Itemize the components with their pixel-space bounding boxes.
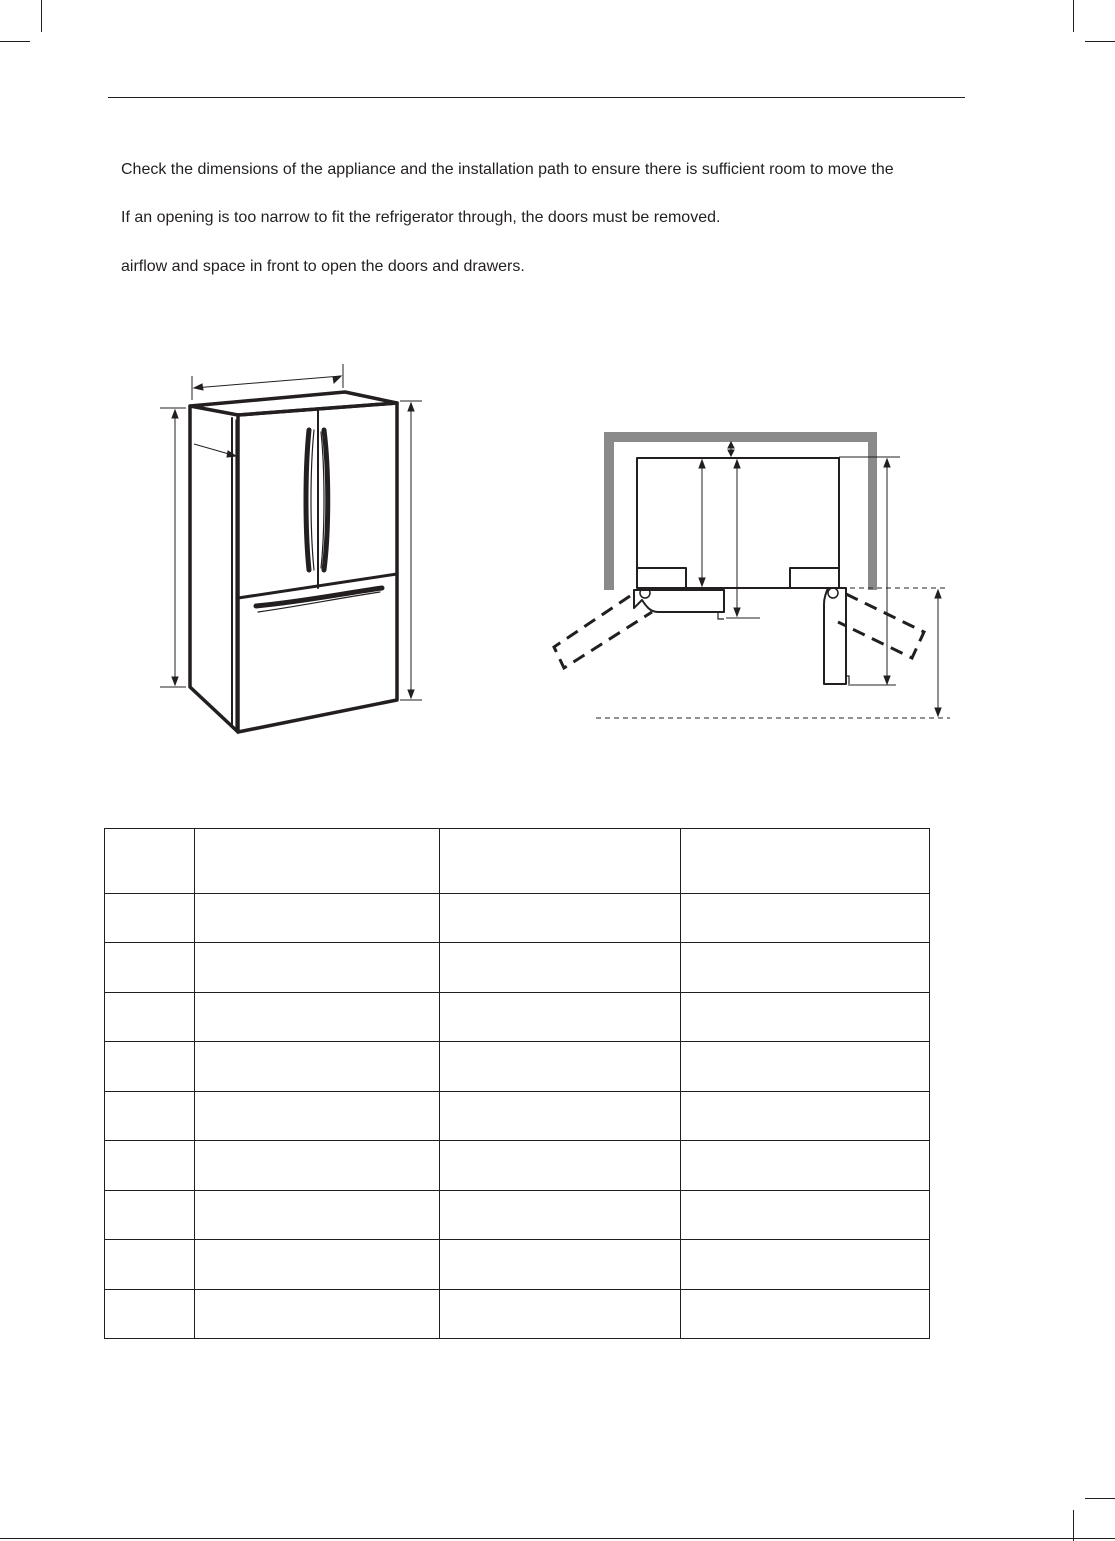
table-cell	[681, 1240, 930, 1290]
table-cell	[440, 943, 681, 993]
table-cell	[440, 1290, 681, 1339]
table-header-row	[105, 829, 930, 894]
table-row	[105, 894, 930, 943]
table-cell	[195, 1240, 440, 1290]
crop-mark-bottom-right-h	[1085, 1498, 1115, 1499]
table-cell	[195, 1042, 440, 1092]
paragraph-narrow-opening: If an opening is too narrow to fit the refrigerator through, the doors must be removed.	[121, 209, 721, 226]
table-cell	[105, 943, 195, 993]
table-cell	[105, 1290, 195, 1339]
table-cell	[681, 829, 930, 894]
table-cell	[681, 1141, 930, 1191]
table-cell	[195, 829, 440, 894]
crop-mark-bottom-right-v	[1073, 1510, 1074, 1541]
table-cell	[105, 1191, 195, 1240]
table-cell	[105, 1141, 195, 1191]
table-cell	[681, 1092, 930, 1141]
table-cell	[440, 894, 681, 943]
table-cell	[105, 1092, 195, 1141]
table-row	[105, 1141, 930, 1191]
table-cell	[681, 1042, 930, 1092]
table-cell	[105, 894, 195, 943]
table-cell	[681, 943, 930, 993]
paragraph-check-dimensions: Check the dimensions of the appliance and the installation path to ensure there is sufficient room to move the	[121, 161, 894, 178]
table-row	[105, 1042, 930, 1092]
table-cell	[105, 1240, 195, 1290]
table-cell	[681, 1191, 930, 1240]
crop-mark-top-left-v	[41, 0, 42, 32]
table-cell	[105, 1042, 195, 1092]
table-cell	[681, 894, 930, 943]
table-row	[105, 1290, 930, 1339]
table-cell	[195, 943, 440, 993]
table-cell	[195, 1290, 440, 1339]
table-cell	[440, 1191, 681, 1240]
table-cell	[440, 1042, 681, 1092]
table-cell	[195, 993, 440, 1042]
table-cell	[105, 829, 195, 894]
table-row	[105, 1092, 930, 1141]
table-cell	[195, 1141, 440, 1191]
table-row	[105, 1191, 930, 1240]
table-cell	[195, 894, 440, 943]
table-cell	[681, 993, 930, 1042]
table-cell	[440, 1240, 681, 1290]
table-row	[105, 993, 930, 1042]
paragraph-airflow: airflow and space in front to open the doors and drawers.	[121, 258, 525, 275]
table-cell	[195, 1092, 440, 1141]
table-cell	[440, 1092, 681, 1141]
table-cell	[440, 993, 681, 1042]
crop-mark-top-right-v	[1073, 0, 1074, 32]
table-cell	[440, 829, 681, 894]
crop-mark-top-right-h	[1085, 41, 1115, 42]
table-cell	[440, 1141, 681, 1191]
table-cell	[195, 1191, 440, 1240]
footer-rule	[0, 1538, 1115, 1539]
header-rule	[108, 97, 965, 98]
dimensions-table	[104, 828, 930, 1339]
table-cell	[681, 1290, 930, 1339]
crop-mark-top-left-h	[0, 41, 30, 42]
table-row	[105, 1240, 930, 1290]
table-cell	[105, 993, 195, 1042]
table-row	[105, 943, 930, 993]
